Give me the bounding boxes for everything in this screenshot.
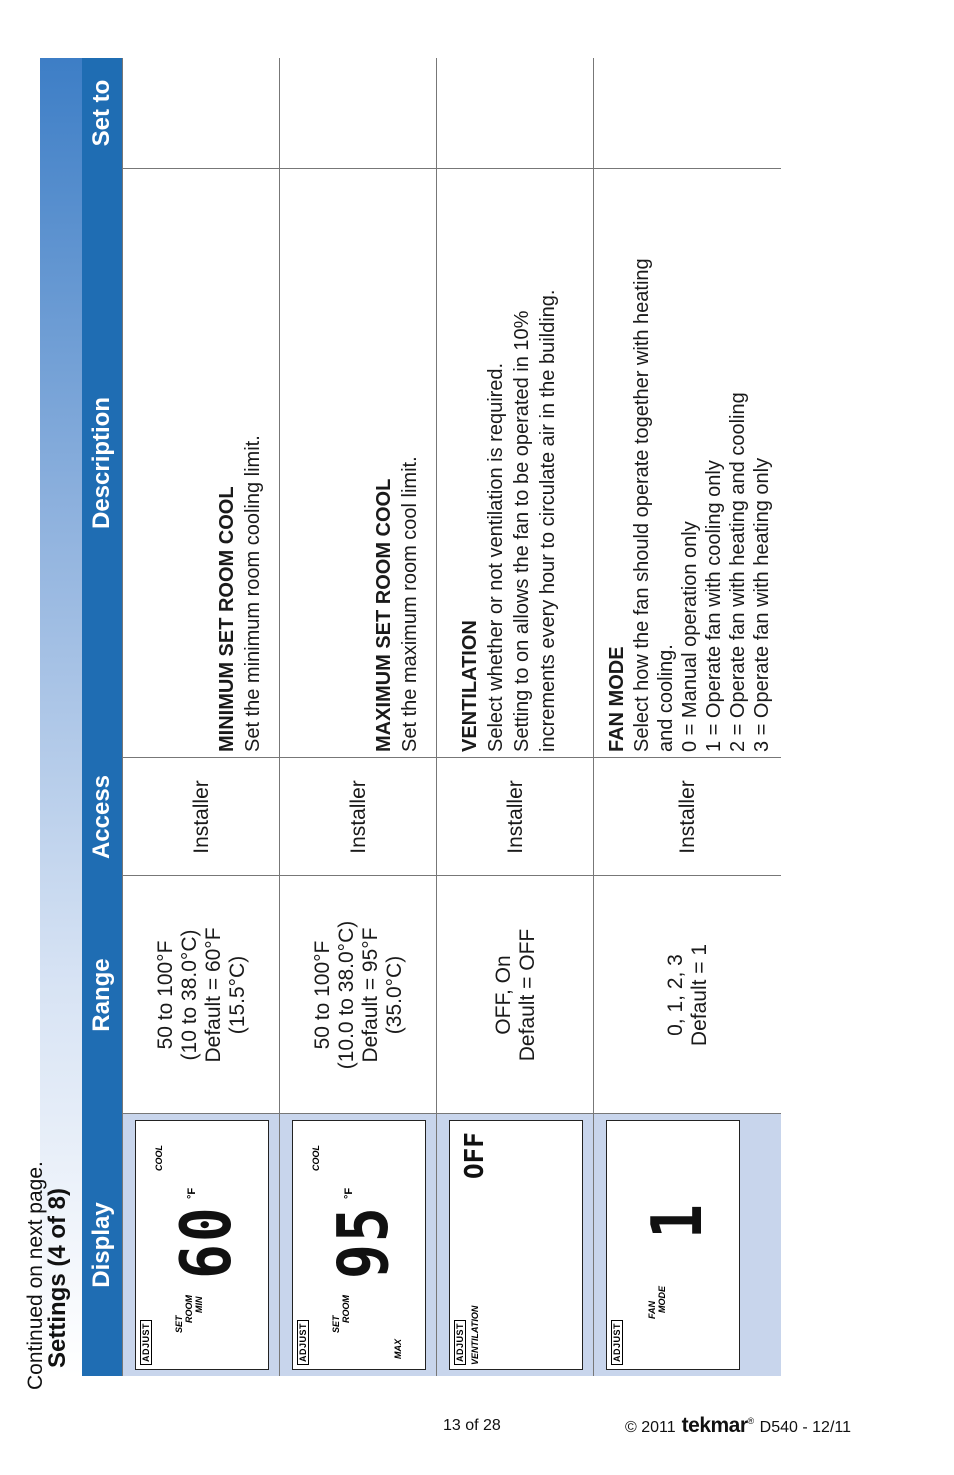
description-title: MAXIMUM SET ROOM COOL — [373, 478, 395, 752]
table-row-ventilation — [436, 58, 594, 1376]
set-to-cell[interactable] — [437, 58, 594, 168]
brand-logo — [682, 1414, 754, 1438]
access-cell: Installer — [437, 757, 594, 876]
header-set-to: Set to — [82, 58, 122, 168]
lcd-label-max: MAX — [393, 1339, 403, 1359]
access-cell: Installer — [594, 757, 781, 876]
lcd-label-set: SET — [331, 1315, 341, 1333]
adjust-label: ADJUST — [297, 1320, 309, 1365]
description-cell — [280, 168, 437, 758]
adjust-label: ADJUST — [140, 1320, 152, 1365]
brand-name: tekmar — [681, 1414, 748, 1437]
range-default: Default = 60°F — [201, 927, 225, 1063]
set-to-cell[interactable] — [280, 58, 437, 168]
settings-table — [82, 58, 780, 1376]
lcd-mode-cool: COOL — [311, 1145, 321, 1171]
footer-page-number: 13 of 28 — [443, 1417, 501, 1434]
lcd-digits: 60 — [165, 1205, 247, 1279]
range-cell — [594, 875, 781, 1114]
range-line: (35.0°C) — [382, 955, 406, 1035]
description-title: VENTILATION — [459, 620, 481, 752]
table-row-fan-mode — [593, 58, 781, 1376]
lcd-label-ventilation: VENTILATION — [470, 1305, 480, 1365]
range-line: 0, 1, 2, 3 — [663, 954, 687, 1036]
lcd-unit: °F — [343, 1187, 355, 1199]
footer-copyright: © 2011 — [625, 1419, 676, 1436]
lcd-label-fan: FAN — [647, 1301, 657, 1319]
description-text: Setting to on allows the fan to be operated in 10% — [511, 310, 533, 752]
lcd-word: OFF — [460, 1132, 490, 1179]
description-title: FAN MODE — [606, 646, 628, 752]
lcd-label-min: MIN — [194, 1296, 204, 1313]
description-title: MINIMUM SET ROOM COOL — [216, 486, 238, 752]
set-to-cell[interactable] — [123, 58, 280, 168]
description-option: 0 = Manual operation only — [679, 521, 701, 752]
lcd-mode-cool: COOL — [154, 1145, 164, 1171]
range-line: OFF, On — [491, 955, 515, 1035]
lcd-label-set: SET — [174, 1315, 184, 1333]
range-line: 50 to 100°F — [153, 940, 177, 1050]
description-text: Select whether or not ventilation is required. — [485, 362, 507, 752]
description-text: Set the maximum room cool limit. — [399, 456, 421, 752]
description-cell — [594, 168, 781, 758]
set-to-cell[interactable] — [594, 58, 781, 168]
description-option: 3 = Operate fan with heating only — [751, 457, 773, 752]
description-cell — [437, 168, 594, 758]
range-cell — [437, 875, 594, 1114]
page-title: Settings (4 of 8) — [44, 1187, 71, 1368]
lcd-digits: 95 — [322, 1205, 404, 1279]
description-option: 2 = Operate fan with heating and cooling — [727, 392, 749, 752]
table-row-minimum-set-room-cool — [122, 58, 280, 1376]
lcd-label-room: ROOM — [341, 1295, 351, 1323]
header-range: Range — [82, 876, 122, 1114]
lcd-unit: °F — [186, 1187, 198, 1199]
display-cell — [437, 1113, 594, 1376]
description-cell — [123, 168, 280, 758]
range-cell — [280, 875, 437, 1114]
range-line: (10.0 to 38.0°C) — [334, 920, 358, 1070]
footer-doc-code: D540 - 12/11 — [759, 1419, 851, 1436]
range-line: (10 to 38.0°C) — [177, 929, 201, 1061]
rotated-settings-page — [40, 58, 780, 1376]
description-text: Select how the fan should operate together with heating — [631, 258, 653, 752]
description-text: and cooling. — [655, 644, 677, 752]
range-line: 50 to 100°F — [310, 940, 334, 1050]
access-cell: Installer — [280, 757, 437, 876]
lcd-display — [606, 1120, 740, 1370]
header-access: Access — [82, 758, 122, 876]
continued-note: Continued on next page. — [24, 1161, 47, 1390]
range-cell — [123, 875, 280, 1114]
range-default: Default = 95°F — [358, 927, 382, 1063]
display-cell — [123, 1113, 280, 1376]
description-text: increments every hour to circulate air in the building. — [537, 289, 559, 752]
table-row-maximum-set-room-cool — [279, 58, 437, 1376]
lcd-display — [135, 1120, 269, 1370]
access-cell: Installer — [123, 757, 280, 876]
display-cell — [594, 1113, 781, 1376]
adjust-label: ADJUST — [454, 1320, 466, 1365]
display-cell — [280, 1113, 437, 1376]
description-option: 1 = Operate fan with cooling only — [703, 460, 725, 752]
range-default: Default = 1 — [687, 943, 711, 1047]
description-text: Set the minimum room cooling limit. — [242, 435, 264, 752]
range-line: (15.5°C) — [225, 955, 249, 1035]
range-default: Default = OFF — [515, 928, 539, 1062]
header-display: Display — [82, 1114, 122, 1376]
lcd-display — [292, 1120, 426, 1370]
lcd-label-room: ROOM — [184, 1295, 194, 1323]
header-description: Description — [82, 168, 122, 758]
footer-right — [625, 1414, 851, 1438]
lcd-digits: 1 — [636, 1202, 718, 1239]
registered-mark: ® — [747, 1416, 754, 1426]
lcd-display — [449, 1120, 583, 1370]
adjust-label: ADJUST — [611, 1320, 623, 1365]
lcd-label-mode: MODE — [657, 1286, 667, 1313]
